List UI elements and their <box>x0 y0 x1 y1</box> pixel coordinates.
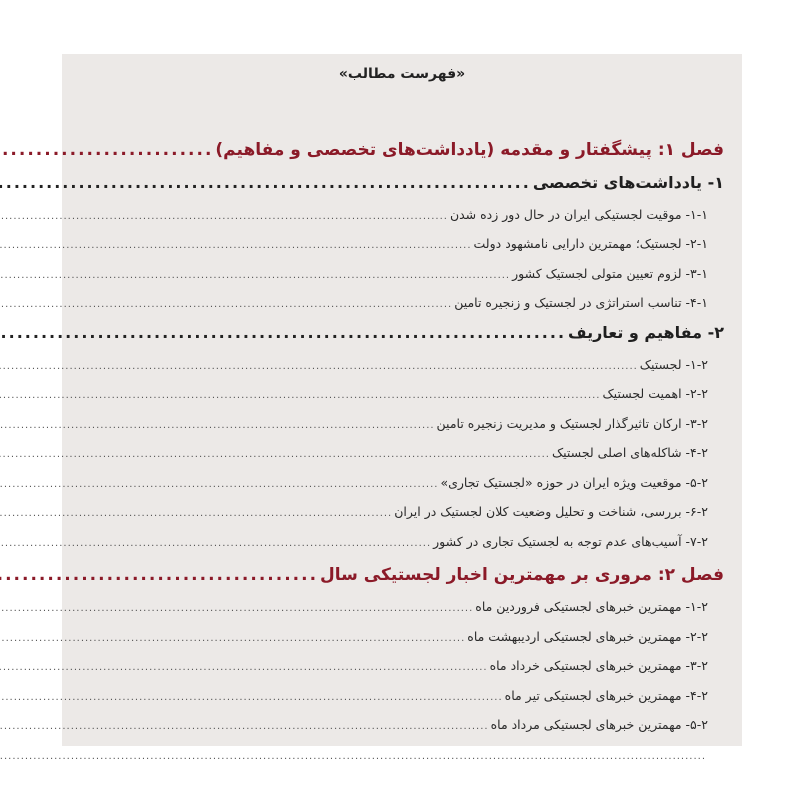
toc-item[interactable] <box>76 614 724 644</box>
dot-leader <box>0 140 213 160</box>
dot-leader <box>0 211 448 222</box>
dot-leader <box>0 270 510 281</box>
toc-item[interactable] <box>76 222 724 252</box>
item-title: ۴-۱- تناسب استراتژی در لجستیک و زنجیره تامین <box>454 295 708 310</box>
toc-item[interactable] <box>76 401 724 431</box>
dot-leader <box>0 361 638 372</box>
book-page <box>62 54 742 746</box>
toc-item[interactable] <box>76 192 724 222</box>
item-title: ۲-۲- اهمیت لجستیک <box>602 386 708 401</box>
item-title: ۲-۱- لجستیک؛ مهمترین دارایی نامشهود دولت <box>473 236 708 251</box>
toc-item[interactable] <box>76 342 724 372</box>
toc-item[interactable] <box>76 460 724 490</box>
item-title: ۱-۲- مهمترین خبرهای لجستیکی فروردین ماه <box>475 599 708 614</box>
toc-item[interactable] <box>76 703 724 733</box>
dot-leader <box>0 603 473 614</box>
toc-item[interactable] <box>76 585 724 615</box>
toc-item[interactable] <box>76 519 724 549</box>
section-title: ۱- یادداشت‌های تخصصی <box>532 173 724 192</box>
toc-item[interactable] <box>76 281 724 311</box>
dot-leader <box>0 449 550 460</box>
toc-item[interactable] <box>76 251 724 281</box>
item-title: ۵-۲- موقعیت ویژه ایران در حوزه «لجستیک تجاری» <box>440 474 708 490</box>
chapter-title: فصل ۲: مروری بر مهمترین اخبار لجستیکی سال <box>320 564 724 585</box>
item-title: ۴-۲- شاکله‌های اصلی لجستیک <box>551 445 708 460</box>
toc-item-cutoff <box>76 732 724 762</box>
dot-leader <box>0 420 435 431</box>
dot-leader <box>0 299 452 310</box>
toc-section[interactable] <box>76 160 724 192</box>
item-title: ۶-۲- بررسی، شناخت و تحلیل وضعیت کلان لجستیک در ایران <box>394 504 708 519</box>
chapter-title: فصل ۱: پیشگفتار و مقدمه (یادداشت‌های تخصصی و مفاهیم) <box>215 140 724 160</box>
toc-section[interactable] <box>76 310 724 342</box>
dot-leader <box>0 323 566 342</box>
dot-leader <box>0 508 392 519</box>
item-title: ۲-۲- مهمترین خبرهای لجستیکی اردیبهشت ماه <box>467 628 708 644</box>
toc-item[interactable] <box>76 490 724 520</box>
toc-item[interactable] <box>76 372 724 402</box>
item-title: ۵-۲- مهمترین خبرهای لجستیکی مرداد ماه <box>490 717 708 732</box>
dot-leader <box>0 633 465 644</box>
toc-item[interactable] <box>76 644 724 674</box>
dot-leader <box>0 173 531 192</box>
dot-leader <box>0 662 488 673</box>
toc-chapter[interactable] <box>76 549 724 585</box>
dot-leader <box>0 240 472 251</box>
dot-leader <box>0 751 706 762</box>
toc-chapter[interactable] <box>76 124 724 160</box>
item-title: ۷-۲- آسیب‌های عدم توجه به لجستیک تجاری در کشور <box>433 533 708 549</box>
toc-item[interactable] <box>76 673 724 703</box>
dot-leader <box>0 721 489 732</box>
dot-leader <box>0 390 600 401</box>
item-title: ۳-۲- مهمترین خبرهای لجستیکی خرداد ماه <box>489 658 708 673</box>
toc-item[interactable] <box>76 431 724 461</box>
section-title: ۲- مفاهیم و تعاریف <box>568 323 724 342</box>
dot-leader <box>0 692 503 703</box>
dot-leader <box>0 479 438 490</box>
item-title: ۳-۱- لزوم تعیین متولی لجستیک کشور <box>512 265 708 281</box>
dot-leader <box>0 565 318 585</box>
item-title: ۴-۲- مهمترین خبرهای لجستیکی تیر ماه <box>504 687 708 703</box>
table-of-contents <box>76 124 724 762</box>
item-title: ۱-۱- موقیت لجستیکی ایران در حال دور زده شدن <box>449 206 708 222</box>
item-title: ۳-۲- ارکان تاثیرگذار لجستیک و مدیریت زنجیره تامین <box>436 415 708 431</box>
item-title: ۱-۲- لجستیک <box>639 356 708 372</box>
page-title: «فهرست مطالب» <box>338 66 466 82</box>
dot-leader <box>0 538 431 549</box>
